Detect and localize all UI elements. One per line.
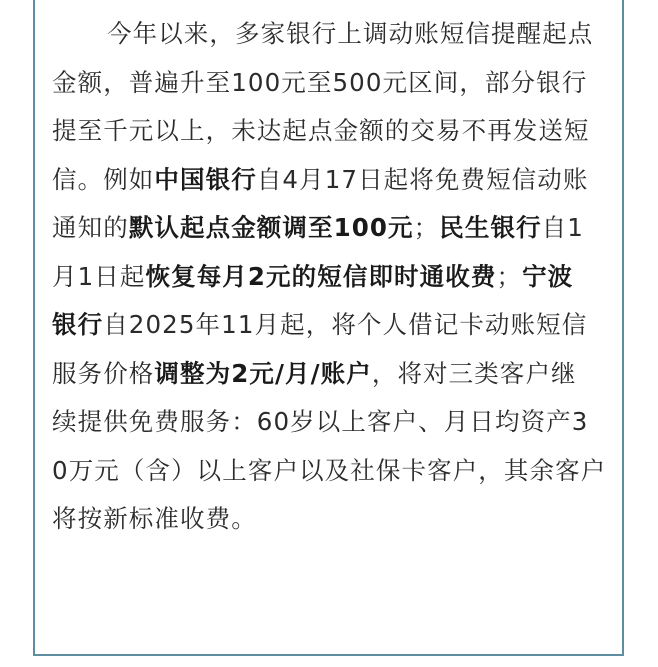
body-text: 提至千元以上，未达起点金额的交易不再发送短 bbox=[52, 116, 590, 145]
paragraph-line bbox=[52, 156, 612, 205]
paragraph-line bbox=[52, 204, 612, 253]
body-text: 信。例如 bbox=[52, 164, 155, 194]
emphasized-text: 恢复每月2元的短信即时通收费 bbox=[145, 261, 497, 291]
paragraph-line bbox=[52, 59, 612, 108]
article-paragraph bbox=[52, 10, 612, 544]
body-text: 服务价格 bbox=[52, 358, 155, 388]
paragraph-line bbox=[52, 107, 612, 156]
body-text: 月1日起 bbox=[52, 261, 146, 291]
paragraph-line bbox=[52, 398, 612, 447]
paragraph-line bbox=[52, 301, 612, 350]
emphasized-text: 默认起点金额调至100元 bbox=[128, 213, 414, 242]
body-text: ； bbox=[496, 261, 523, 291]
emphasized-text: 银行 bbox=[52, 310, 104, 339]
card-border-bottom bbox=[33, 654, 624, 656]
card-border-left bbox=[33, 0, 35, 656]
body-text: 通知的 bbox=[52, 213, 129, 242]
body-text: 续提供免费服务：60岁以上客户、月日均资产3 bbox=[52, 407, 589, 436]
body-text: 今年以来，多家银行上调动账短信提醒起点 bbox=[107, 19, 594, 48]
paragraph-line bbox=[52, 447, 612, 496]
body-text: 将按新标准收费。 bbox=[52, 504, 257, 533]
body-text: 0万元（含）以上客户以及社保卡客户，其余客户 bbox=[52, 455, 607, 485]
paragraph-line bbox=[52, 253, 612, 302]
paragraph-line bbox=[52, 350, 612, 399]
paragraph-line bbox=[52, 10, 612, 59]
emphasized-text: 民生银行 bbox=[439, 213, 542, 242]
body-text: 自2025年11月起，将个人借记卡动账短信 bbox=[103, 310, 588, 339]
body-text: 自4月17日起将免费短信动账 bbox=[256, 164, 589, 194]
body-text: 自1 bbox=[541, 213, 584, 242]
paragraph-line bbox=[52, 495, 612, 544]
body-text: ，将对三类客户继 bbox=[371, 358, 577, 388]
emphasized-text: 中国银行 bbox=[154, 164, 257, 194]
body-text: ； bbox=[413, 213, 440, 242]
emphasized-text: 调整为2元/月/账户 bbox=[154, 358, 372, 388]
emphasized-text: 宁波 bbox=[522, 261, 574, 291]
body-text: 金额，普遍升至100元至500元区间，部分银行 bbox=[52, 67, 588, 97]
card-border-right bbox=[622, 0, 624, 656]
